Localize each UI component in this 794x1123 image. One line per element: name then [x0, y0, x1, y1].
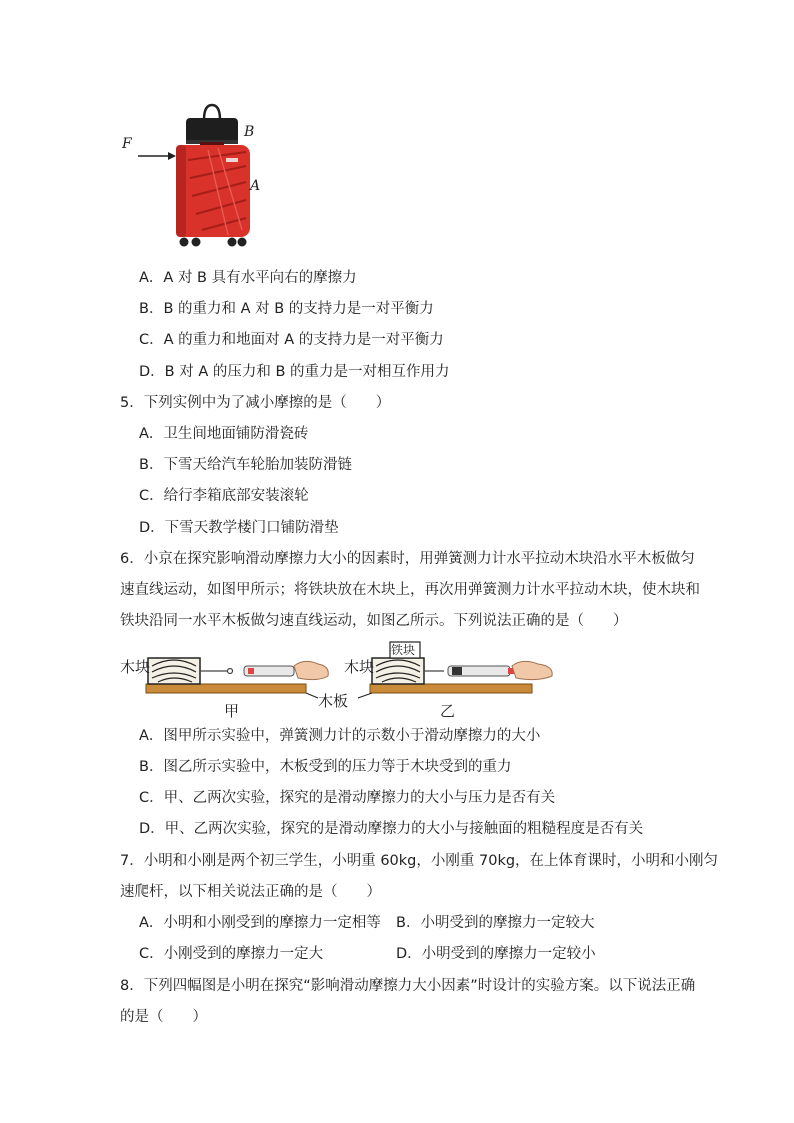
q7-option-c: C．小刚受到的摩擦力一定大 — [139, 946, 324, 962]
q6-stem-line-1: 6．小京在探究影响滑动摩擦力大小的因素时，用弹簧测力计水平拉动木块沿水平木板做匀 — [120, 551, 695, 567]
q4-option-c: C．A 的重力和地面对 A 的支持力是一对平衡力 — [139, 332, 444, 348]
q7-stem-line-1: 7．小明和小刚是两个初三学生，小明重 60kg，小刚重 70kg，在上体育课时，小明和小刚匀 — [120, 853, 719, 869]
q7-option-b: B．小明受到的摩擦力一定较大 — [396, 915, 595, 931]
q5-option-b: B．下雪天给汽车轮胎加装防滑链 — [139, 457, 352, 473]
label-f: F — [122, 136, 132, 152]
q6-option-c: C．甲、乙两次实验，探究的是滑动摩擦力的大小与压力是否有关 — [139, 790, 556, 806]
q6-stem-line-2: 速直线运动，如图甲所示；将铁块放在木块上，再次用弹簧测力计水平拉动木块，使木块和 — [120, 582, 700, 598]
block-label-right: 木块 — [344, 658, 375, 676]
iron-label: 铁块 — [391, 643, 416, 657]
q6-option-d: D．甲、乙两次实验，探究的是滑动摩擦力的大小与接触面的粗糙程度是否有关 — [139, 821, 644, 837]
q7-option-d: D．小明受到的摩擦力一定较小 — [396, 946, 596, 962]
q5-option-a: A．卫生间地面铺防滑瓷砖 — [139, 426, 309, 442]
block-label-left: 木块 — [120, 658, 151, 676]
caption-right: 乙 — [440, 702, 456, 720]
q8-stem-line-1: 8．下列四幅图是小明在探究“影响滑动摩擦力大小因素”时设计的实验方案。以下说法正确 — [120, 978, 696, 994]
suitcase-figure — [118, 100, 278, 255]
q6-option-a: A．图甲所示实验中，弹簧测力计的示数小于滑动摩擦力的大小 — [139, 728, 541, 744]
friction-experiment-figure — [118, 640, 568, 722]
q4-option-b: B．B 的重力和 A 对 B 的支持力是一对平衡力 — [139, 301, 434, 317]
q8-stem-line-2: 的是（ ） — [120, 1009, 207, 1025]
q5-option-d: D．下雪天教学楼门口铺防滑垫 — [139, 520, 339, 536]
q4-option-d: D．B 对 A 的压力和 B 的重力是一对相互作用力 — [139, 364, 450, 380]
board-label: 木板 — [318, 692, 349, 710]
q7-option-a: A．小明和小刚受到的摩擦力一定相等 — [139, 915, 381, 931]
caption-left: 甲 — [224, 702, 240, 720]
q6-option-b: B．图乙所示实验中，木板受到的压力等于木块受到的重力 — [139, 759, 512, 775]
q6-stem-line-3: 铁块沿同一水平木板做匀速直线运动，如图乙所示。下列说法正确的是（ ） — [120, 613, 628, 629]
label-b: B — [244, 124, 255, 140]
q5-option-c: C．给行李箱底部安装滚轮 — [139, 488, 309, 504]
q4-option-a: A．A 对 B 具有水平向右的摩擦力 — [139, 270, 357, 286]
q5-stem: 5．下列实例中为了减小摩擦的是（ ） — [120, 395, 391, 411]
q7-stem-line-2: 速爬杆，以下相关说法正确的是（ ） — [120, 884, 381, 900]
label-a: A — [250, 178, 261, 194]
